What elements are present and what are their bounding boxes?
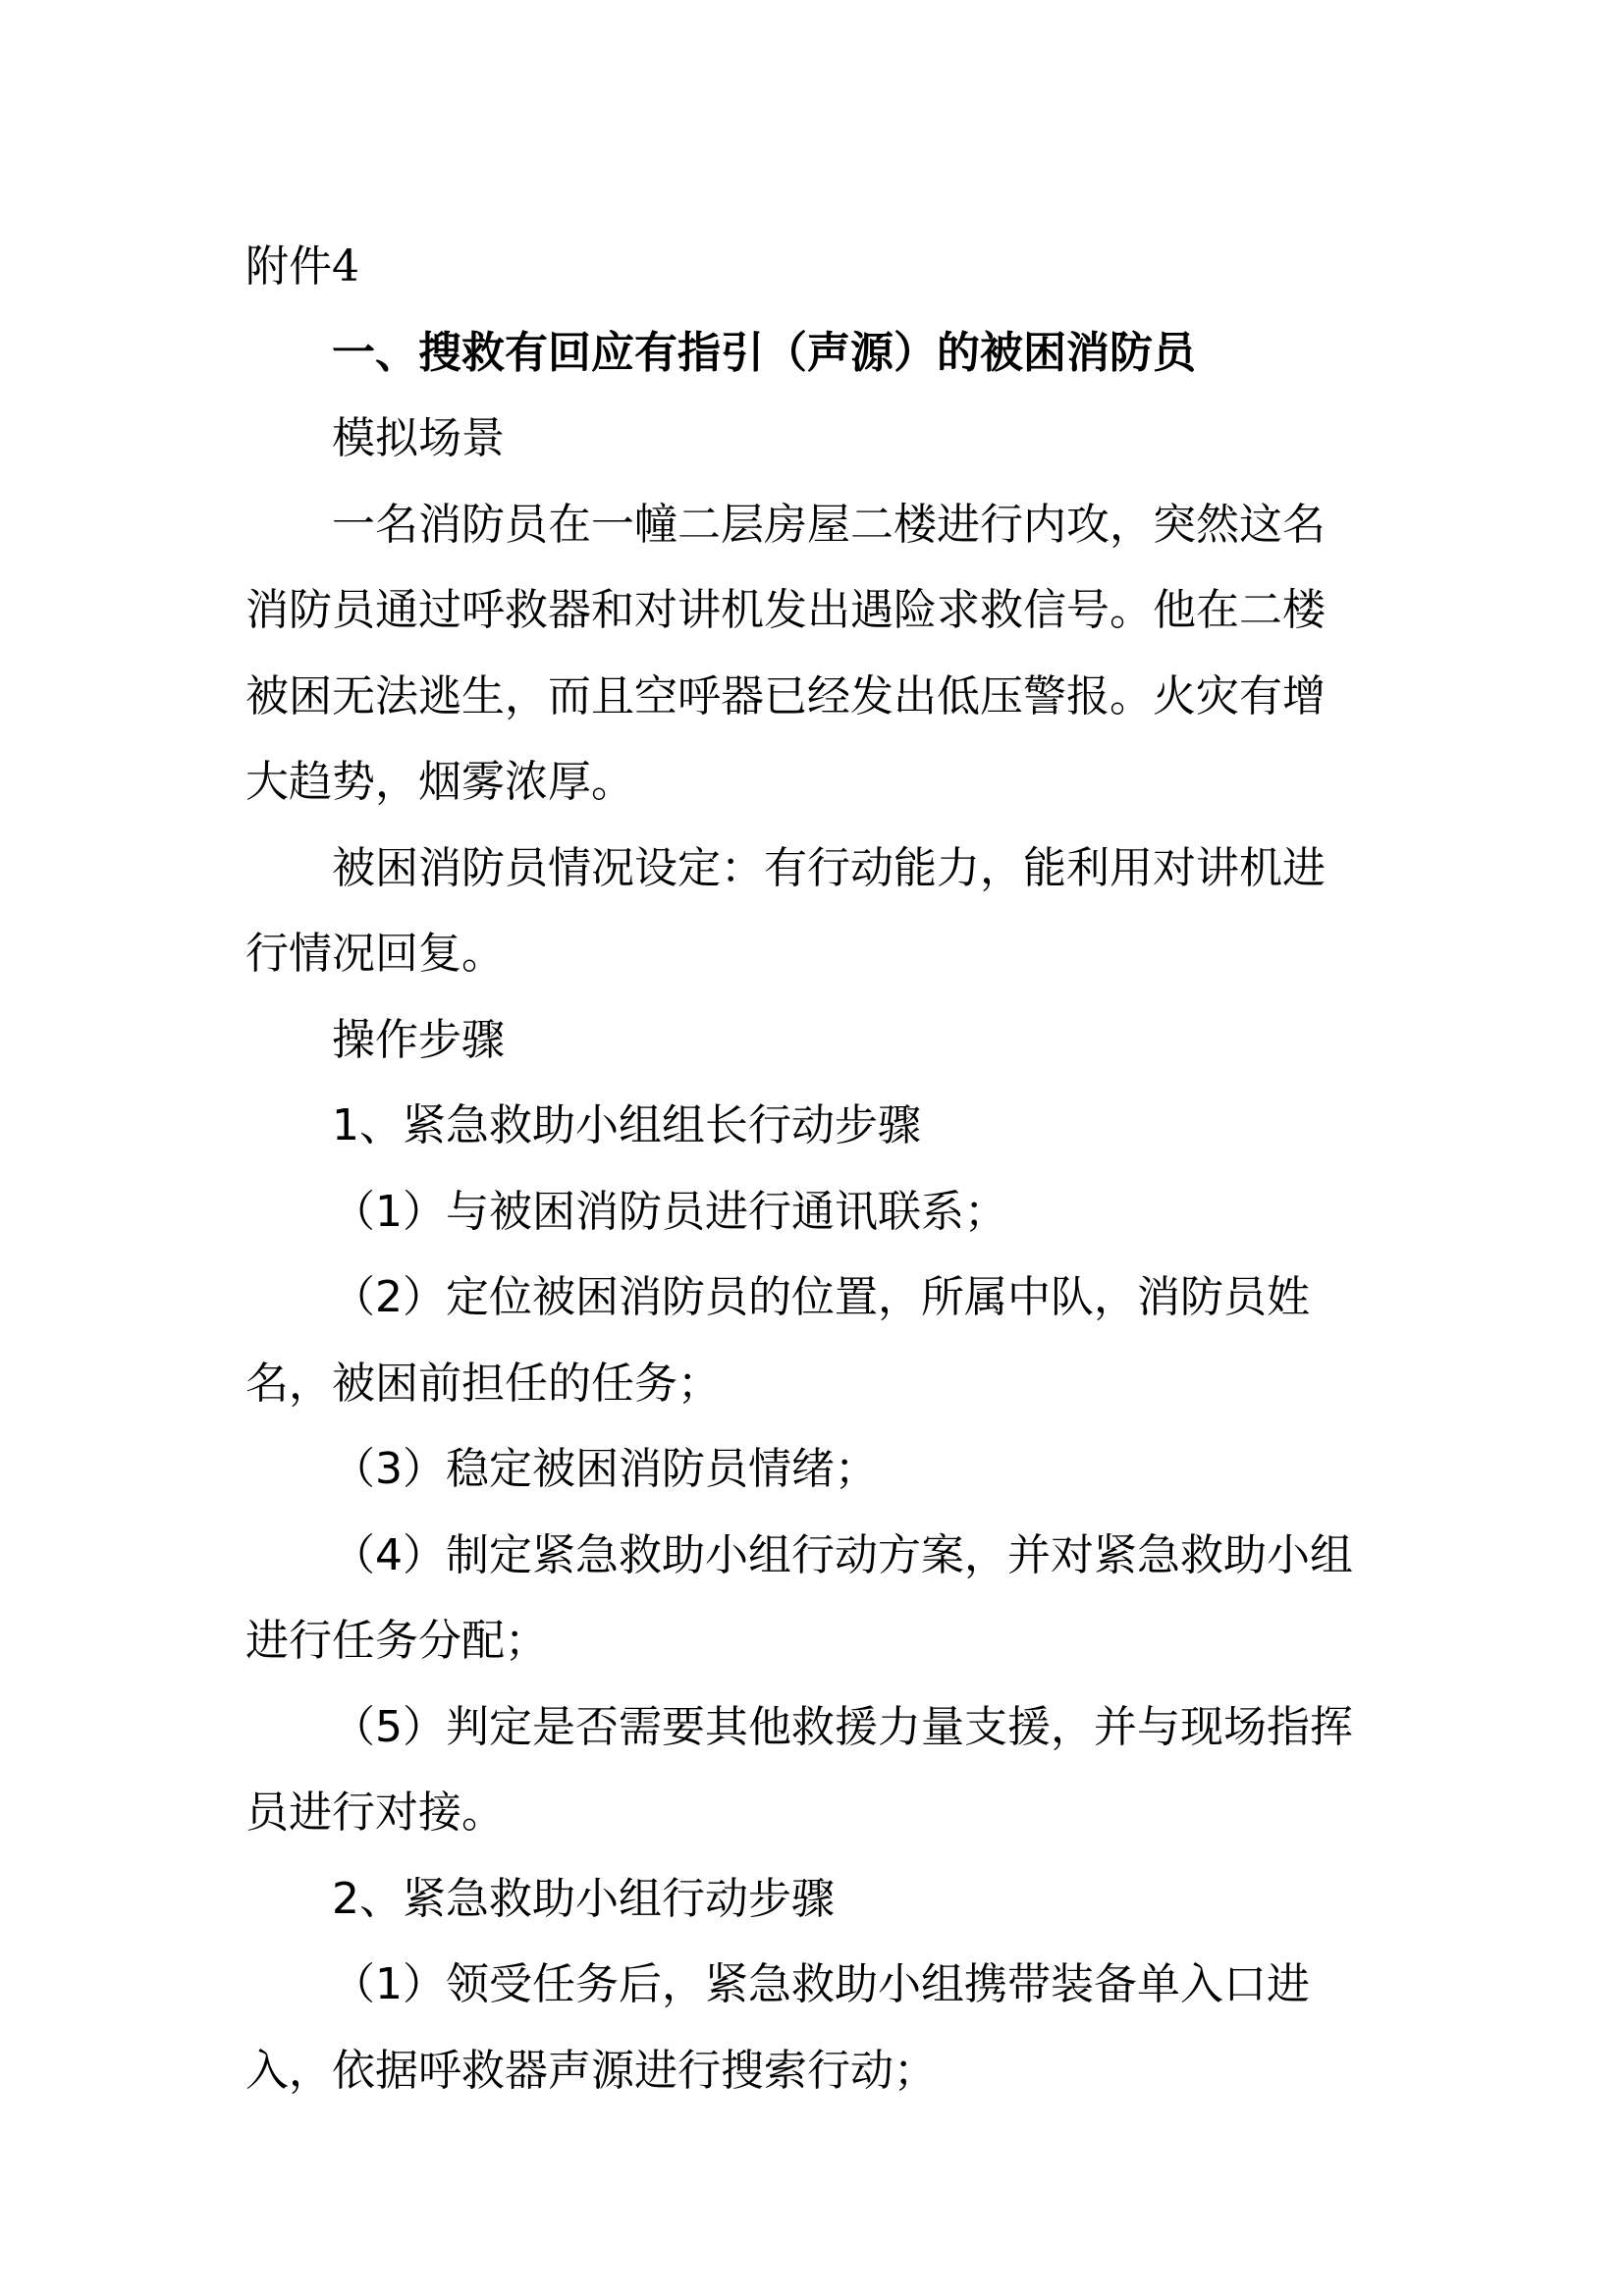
condition-line: 被困消防员情况设定：有行动能力，能利用对讲机进 bbox=[332, 842, 1326, 893]
step1-item-2: （2）定位被困消防员的位置，所属中队，消防员姓 bbox=[332, 1272, 1310, 1322]
attachment-label: 附件 bbox=[245, 241, 332, 292]
step1-item-2-continued: 名，被困前担任的任务； bbox=[245, 1358, 721, 1409]
attachment-label-line bbox=[245, 224, 1386, 310]
scene-title: 模拟场景 bbox=[332, 413, 505, 463]
step1-item-1: （1）与被困消防员进行通讯联系； bbox=[332, 1186, 1007, 1237]
step1-item-4-continued: 进行任务分配； bbox=[245, 1616, 548, 1666]
document-page bbox=[245, 224, 1386, 2113]
step1-title: 1、紧急救助小组组长行动步骤 bbox=[332, 1100, 921, 1150]
section-heading: 一、搜救有回应有指引（声源）的被困消防员 bbox=[332, 327, 1196, 378]
step2-title: 2、紧急救助小组行动步骤 bbox=[332, 1873, 835, 1924]
step1-item-3: （3）稳定被困消防员情绪； bbox=[332, 1444, 878, 1494]
attachment-number: 4 bbox=[332, 241, 359, 292]
step1-item-5-continued: 员进行对接。 bbox=[245, 1788, 505, 1838]
scene-line: 消防员通过呼救器和对讲机发出遇险求救信号。他在二楼 bbox=[245, 585, 1326, 635]
steps-title: 操作步骤 bbox=[332, 1014, 505, 1065]
scene-line: 被困无法逃生，而且空呼器已经发出低压警报。火灾有增 bbox=[245, 670, 1326, 721]
step2-item-1: （1）领受任务后，紧急救助小组携带装备单入口进 bbox=[332, 1959, 1310, 2009]
step1-item-5: （5）判定是否需要其他救援力量支援，并与现场指挥 bbox=[332, 1701, 1353, 1752]
scene-line: 大趋势，烟雾浓厚。 bbox=[245, 757, 634, 807]
step1-item-4: （4）制定紧急救助小组行动方案，并对紧急救助小组 bbox=[332, 1529, 1353, 1580]
scene-line: 一名消防员在一幢二层房屋二楼进行内攻，突然这名 bbox=[332, 499, 1326, 550]
condition-line: 行情况回复。 bbox=[245, 929, 505, 979]
step2-item-1-continued: 入，依据呼救器声源进行搜索行动； bbox=[245, 2045, 937, 2096]
